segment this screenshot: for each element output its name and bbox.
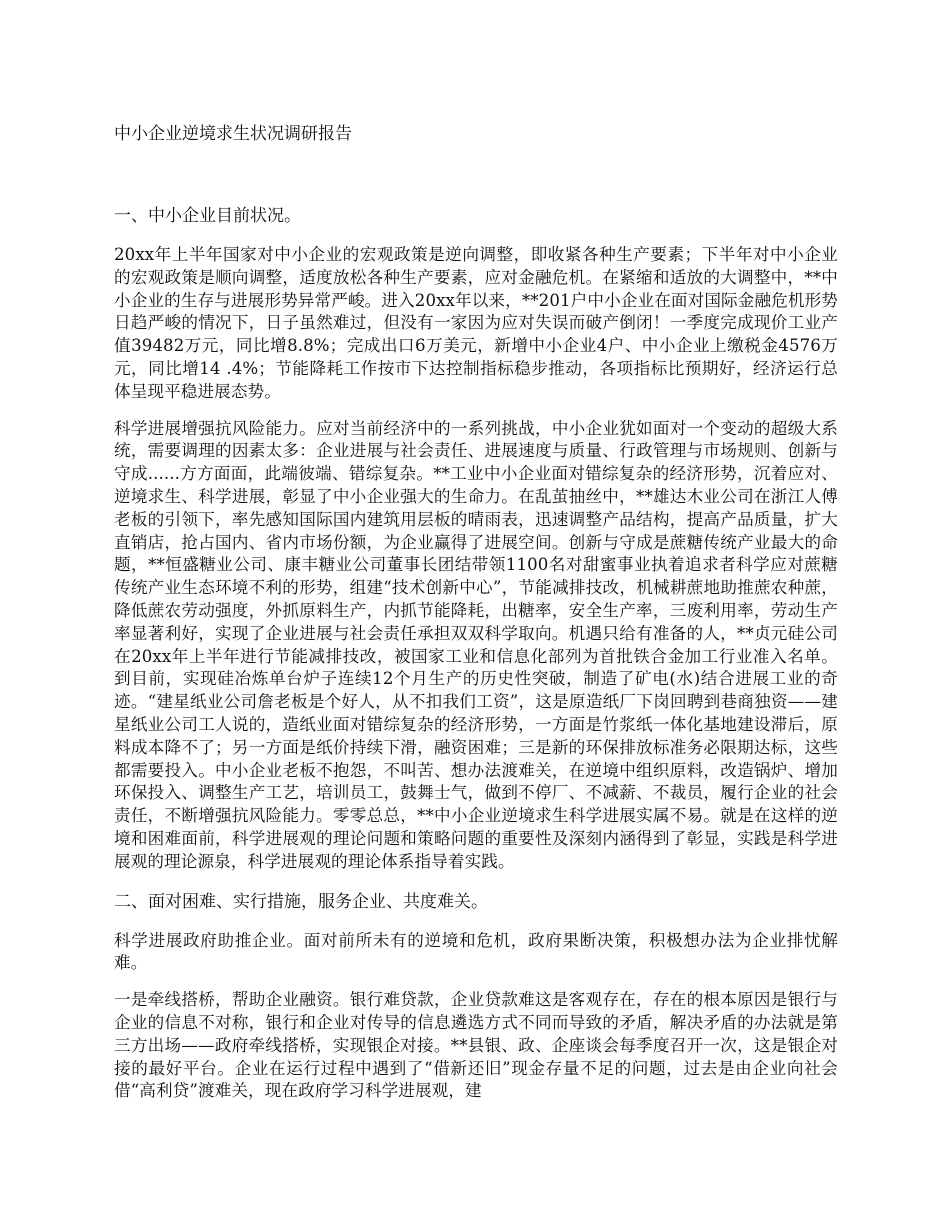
paragraph: 20xx年上半年国家对中小企业的宏观政策是逆向调整，即收紧各种生产要素；下半年对中小企业的宏观政策是顺向调整，适度放松各种生产要素，应对金融危机。在紧缩和适放的大调整中，**中小企业的生存与进展形势异常严峻。进入20xx年以来，**201户中小企业在面对国际金融危机形势日趋严峻的情况下，日子虽然难过，但没有一家因为应对失误而破产倒闭！一季度完成现价工业产值39482万元，同比增8.8%；完成出口6万美元，新增中小企业4户、中小企业上缴税金4576万元，同比增14 .4%；节能降耗工作按市下达控制指标稳步推动，各项指标比预期好，经济运行总体呈现平稳进展态势。 [114, 245, 838, 401]
document-page [114, 120, 838, 1103]
section-heading-1: 一、中小企业目前状况。 [114, 206, 301, 226]
document-title: 中小企业逆境求生状况调研报告 [114, 124, 352, 144]
paragraph: 一是牵线搭桥，帮助企业融资。银行难贷款，企业贷款难这是客观存在，存在的根本原因是银行与企业的信息不对称，银行和企业对传导的信息遴选方式不同而导致的矛盾，解决矛盾的办法就是第三方出场——政府牵线搭桥，实现银企对接。**县银、政、企座谈会每季度召开一次，这是银企对接的最好平台。企业在运行过程中遇到了“借新还旧”现金存量不足的问题，过去是由企业向社会借“高利贷”渡难关，现在政府学习科学进展观，建 [114, 990, 838, 1101]
paragraph: 科学进展政府助推企业。面对前所未有的逆境和危机，政府果断决策，积极想办法为企业排忧解难。 [114, 930, 838, 973]
paragraph: 科学进展增强抗风险能力。应对当前经济中的一系列挑战，中小企业犹如面对一个变动的超级大系统，需要调理的因素太多：企业进展与社会责任、进展速度与质量、行政管理与市场规则、创新与守成......方方面面，此端彼端、错综复杂。**工业中小企业面对错综复杂的经济形势，沉着应对、逆境求生、科学进展，彰显了中小企业强大的生命力。在乱茧抽丝中，**雄达木业公司在浙江人傅老板的引领下，率先感知国际国内建筑用层板的晴雨表，迅速调整产品结构，提高产品质量，扩大直销店，抢占国内、省内市场份额，为企业赢得了进展空间。创新与守成是蔗糖传统产业最大的命题，**恒盛糖业公司、康丰糖业公司董事长团结带领1100名对甜蜜事业执着追求者科学应对蔗糖传统产业生态环境不利的形势，组建“技术创新中心”，节能减排技改，机械耕蔗地助推蔗农种蔗，降低蔗农劳动强度，外抓原料生产，内抓节能降耗，出糖率，安全生产率，三废利用率，劳动生产率显著利好，实现了企业进展与社会责任承担双双科学取向。机遇只给有准备的人，**贞元硅公司在20xx年上半年进行节能减排技改，被国家工业和信息化部列为首批铁合金加工行业准入名单。到目前，实现硅冶炼单台炉子连续12个月生产的历史性突破，制造了矿电(水)结合进展工业的奇迹。“建星纸业公司詹老板是个好人，从不扣我们工资”，这是原造纸厂下岗回聘到巷商独资——建星纸业公司工人说的，造纸业面对错综复杂的经济形势，一方面是竹浆纸一体化基地建设滞后，原料成本降不了；另一方面是纸价持续下滑，融资困难；三是新的环保排放标准务必限期达标，这些都需要投入。中小企业老板不抱怨，不叫苦、想办法渡难关，在逆境中组织原料，改造锅炉、增加环保投入、调整生产工艺，培训员工，鼓舞士气，做到不停厂、不减薪、不裁员，履行企业的社会责任，不断增强抗风险能力。零零总总，**中小企业逆境求生科学进展实属不易。就是在这样的逆境和困难面前，科学进展观的理论问题和策略问题的重要性及深刻内涵得到了彰显，实践是科学进展观的理论源泉，科学进展观的理论体系指导着实践。 [114, 418, 838, 871]
section-heading-2: 二、面对困难、实行措施，服务企业、共度难关。 [114, 891, 488, 912]
